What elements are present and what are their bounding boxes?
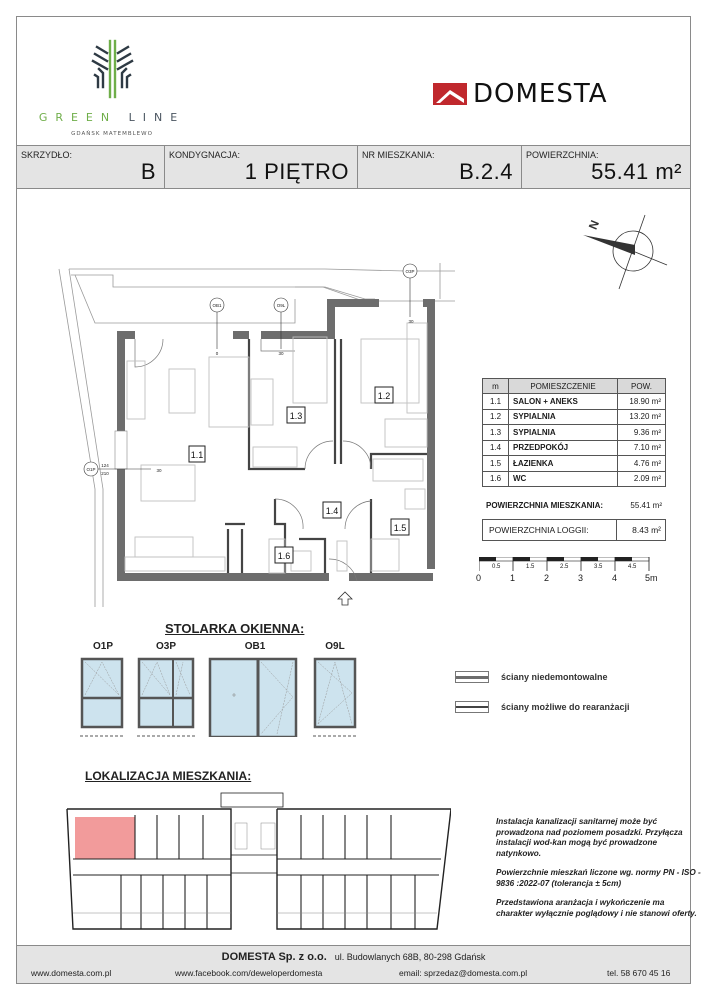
scale-bar: 0 1 2 3 4 5m 0.5 1.5 2.5 3.5 4.5 [479,557,679,587]
apartment-floor-plan [55,239,455,607]
apartment-no-cell [358,146,522,188]
footer [17,945,690,983]
total-area-label: POWIERZCHNIA MIESZKANIA: [486,501,604,510]
column-header-name: POMIESZCZENIE [509,379,618,394]
svg-text:O3P: O3P [405,269,415,274]
room-area-table [482,378,666,487]
legend-item-load-bearing: ściany niedemontowalne [455,671,608,683]
svg-text:1.5: 1.5 [393,523,407,533]
svg-text:1.2: 1.2 [377,391,391,401]
windows-section-title: STOLARKA OKIENNA: [165,621,305,636]
table-row: 1.1 SALON + ANEKS 18.90 m² [483,394,666,410]
window-drawings [77,657,367,737]
company-address: ul. Budowlanych 68B, 80-298 Gdańsk [334,952,486,962]
disclaimer-notes [496,817,701,928]
svg-text:30: 30 [278,351,284,356]
svg-text:30: 30 [408,319,414,324]
domesta-wordmark: DOMESTA [473,79,608,109]
tree-logo-icon [37,39,187,109]
facebook-link[interactable]: www.facebook.com/deweloperdomesta [175,968,323,978]
floor-plan-sheet [16,16,701,984]
table-row: 1.2 SYPIALNIA 13.20 m² [483,409,666,425]
area-cell [522,146,690,188]
note-area-standard: Powierzchnie mieszkań liczone wg. normy PN - ISO - 9836 :2022-07 (tolerancja ± 5cm) [496,868,701,888]
apartment-no-value: B.2.4 [459,159,513,184]
wing-value: B [140,159,156,184]
domesta-roof-icon [433,83,467,105]
svg-text:0: 0 [215,351,219,356]
svg-text:O1P: O1P [86,467,96,472]
loggia-area-value: 8.43 m² [632,525,661,535]
location-section-title: LOKALIZACJA MIESZKANIA: [85,769,252,783]
wing-cell [17,146,165,188]
svg-text:210: 210 [101,471,109,476]
table-row: 1.4 PRZEDPOKÓJ 7.10 m² [483,440,666,456]
window-o9l-drawing [313,659,357,736]
svg-text:30: 30 [156,468,162,473]
note-sanitary: Instalacja kanalizacji sanitarnej może być prowadzona nad poziomem posadzki. Przyłącza instalacji wod-kan mogą być prowadzone natynkowo. [496,817,683,858]
highlighted-apartment [75,817,135,859]
svg-text:O9L: O9L [276,303,286,308]
total-area-value: 55.41 m² [630,501,662,510]
green-line-logo [37,39,187,139]
table-row: 1.5 ŁAZIENKA 4.76 m² [483,456,666,472]
note-arrangement: Przedstawiona aranżacja i wykończenie ma charakter wyłącznie poglądowy i nie stanowi oferty. [496,898,697,918]
svg-text:1.4: 1.4 [325,506,339,516]
window-label-o1p: O1P [92,641,113,652]
domesta-logo [433,79,683,113]
svg-text:1.6: 1.6 [277,551,291,561]
window-ob1-drawing [210,659,296,737]
table-row: 1.3 SYPIALNIA 9.36 m² [483,425,666,441]
window-o1p-drawing [80,659,124,736]
removable-wall-swatch-icon [455,701,489,713]
svg-text:OB1: OB1 [212,303,222,308]
svg-text:1.3: 1.3 [289,411,303,421]
area-label: POWIERZCHNIA: [526,150,599,160]
window-o3p-drawing [137,659,195,736]
loggia-area-box [482,519,666,541]
green-line-wordmark: GREEN LINE [38,111,186,124]
area-value: 55.41 m² [591,159,682,184]
apartment-no-label: NR MIESZKANIA: [362,150,435,160]
column-header-area: POW. [618,379,666,394]
floor-label: KONDYGNACJA: [169,150,241,160]
table-header-row [483,379,666,394]
wing-label: SKRZYDŁO: [21,150,73,160]
entrance-arrow-icon [338,592,352,605]
green-line-subtitle: GDAŃSK MATEMBLEWO [71,131,153,137]
window-label-o9l: O9L [325,641,345,652]
north-compass-icon [561,201,671,291]
window-label-ob1: OB1 [244,641,266,652]
window-label-o3p: O3P [155,641,176,652]
loggia-area-label: POWIERZCHNIA LOGGII: [483,520,617,540]
email-link[interactable]: email: sprzedaz@domesta.com.pl [399,968,528,978]
floor-cell [165,146,358,188]
svg-text:1.1: 1.1 [190,450,204,460]
svg-text:N: N [585,218,602,232]
building-location-plan [61,789,451,939]
website-link[interactable]: www.domesta.com.pl [31,968,112,978]
column-header-num: m [483,379,509,394]
phone-number[interactable]: tel. 58 670 45 16 [607,968,671,978]
floor-value: 1 PIĘTRO [244,159,349,184]
footer-company-line [17,951,690,963]
company-name: DOMESTA Sp. z o.o. [221,951,327,963]
load-bearing-wall-swatch-icon [455,671,489,683]
apartment-total-area [482,501,666,510]
svg-text:124: 124 [101,463,109,468]
table-row: 1.6 WC 2.09 m² [483,471,666,487]
apartment-info-bar [17,145,690,189]
legend-item-removable: ściany możliwe do rearanżacji [455,701,630,713]
